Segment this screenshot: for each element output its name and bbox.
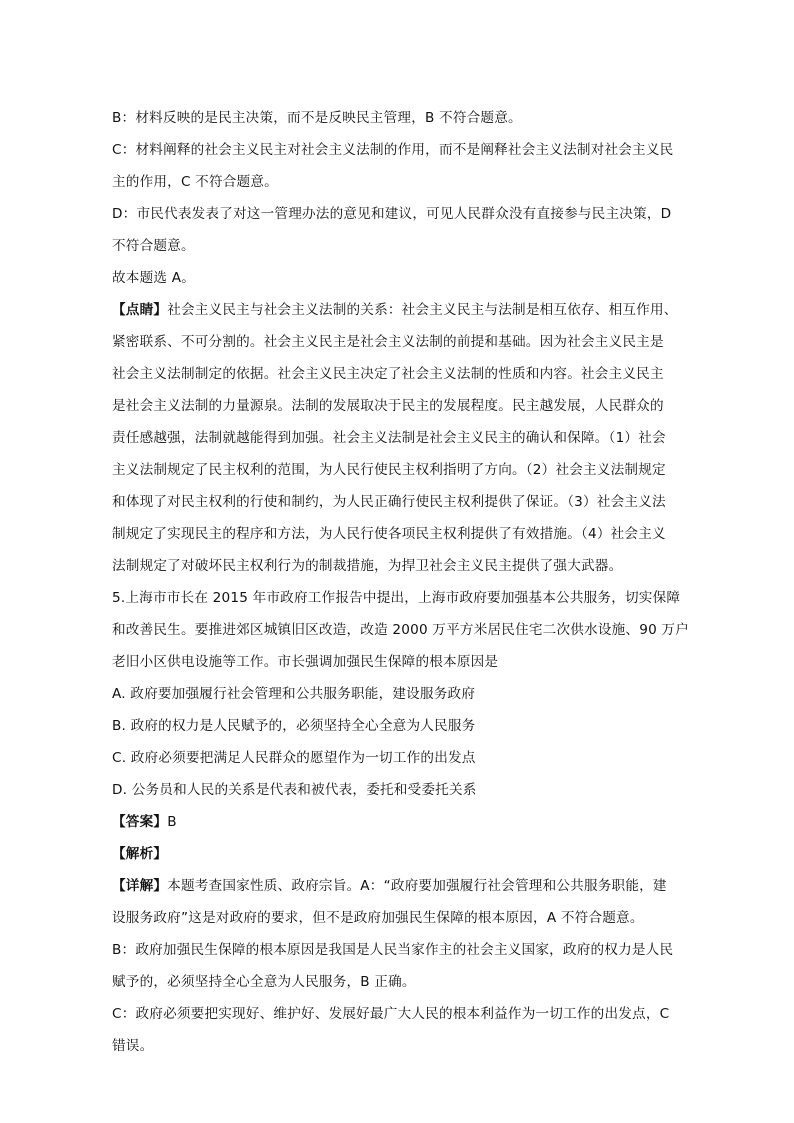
text-line: B：材料反映的是民主决策，而不是反映民主管理，B 不符合题意。: [112, 110, 522, 126]
text-line: [112, 870, 692, 902]
text-line: 故本题选 A。: [112, 270, 195, 286]
text-line: 不符合题意。: [112, 238, 195, 254]
text-line: 错误。: [112, 1038, 154, 1054]
question-line: 老旧小区供电设施等工作。市长强调加强民生保障的根本原因是: [112, 654, 499, 670]
text-line: 主的作用，C 不符合题意。: [112, 174, 278, 190]
text-line: 责任感越强，法制就越能得到加强。社会主义法制是社会主义民主的确认和保障。（1）社会: [112, 430, 666, 446]
text-line: 赋予的，必须坚持全心全意为人民服务，B 正确。: [112, 974, 416, 990]
text-line: D：市民代表发表了对这一管理办法的意见和建议，可见人民群众没有直接参与民主决策，D: [112, 206, 672, 222]
option-d: D. 公务员和人民的关系是代表和被代表，委托和受委托关系: [112, 782, 477, 798]
question-line: 5.上海市市长在 2015 年市政府工作报告中提出，上海市政府要加强基本公共服务，切实保障: [112, 590, 681, 606]
text-line: C：材料阐释的社会主义民主对社会主义法制的作用，而不是阐释社会主义法制对社会主义民: [112, 142, 674, 158]
text-line: 社会主义法制制定的依据。社会主义民主决定了社会主义法制的性质和内容。社会主义民主: [112, 366, 664, 382]
text-line: 设服务政府”这是对政府的要求，但不是政府加强民生保障的根本原因，A 不符合题意。: [112, 910, 644, 926]
option-a: A. 政府要加强履行社会管理和公共服务职能，建设服务政府: [112, 686, 476, 702]
text-line: 是社会主义法制的力量源泉。法制的发展取决于民主的发展程度。民主越发展，人民群众的: [112, 398, 664, 414]
page-content: [112, 102, 692, 1062]
text-line: [112, 294, 692, 326]
option-b: B. 政府的权力是人民赋予的，必须坚持全心全意为人民服务: [112, 718, 476, 734]
answer-line: [112, 806, 692, 838]
line-body: 本题考查国家性质、政府宗旨。A：“政府要加强履行社会管理和公共服务职能，建: [167, 878, 667, 894]
option-c: C. 政府必须要把满足人民群众的愿望作为一切工作的出发点: [112, 750, 476, 766]
analysis-line: [112, 838, 692, 870]
text-line: 制规定了实现民主的程序和方法，为人民行使各项民主权利提供了有效措施。（4）社会主义: [112, 526, 666, 542]
section-label-answer: 【答案】: [112, 814, 168, 830]
text-line: 法制规定了对破坏民主权利行为的制裁措施，为捍卫社会主义民主提供了强大武器。: [112, 558, 623, 574]
question-line: 和改善民生。要推进郊区城镇旧区改造，改造 2000 万平方米居民住宅二次供水设施、90 万户: [112, 622, 690, 638]
line-body: 社会主义民主与社会主义法制的关系：社会主义民主与法制是相互依存、相互作用、: [167, 302, 678, 318]
text-line: 和体现了对民主权利的行使和制约，为人民正确行使民主权利提供了保证。（3）社会主义法: [112, 494, 666, 510]
answer-value: B: [167, 814, 177, 830]
section-label-dianjing: 【点睛】: [112, 302, 168, 318]
text-line: C：政府必须要把实现好、维护好、发展好最广大人民的根本利益作为一切工作的出发点，C: [112, 1006, 670, 1022]
text-line: 主义法制规定了民主权利的范围，为人民行使民主权利指明了方向。（2）社会主义法制规定: [112, 462, 666, 478]
text-line: 紧密联系、不可分割的。社会主义民主是社会主义法制的前提和基础。因为社会主义民主是: [112, 334, 664, 350]
section-label-detail: 【详解】: [112, 878, 168, 894]
section-label-analysis: 【解析】: [112, 846, 168, 862]
text-line: B：政府加强民生保障的根本原因是我国是人民当家作主的社会主义国家，政府的权力是人民: [112, 942, 674, 958]
